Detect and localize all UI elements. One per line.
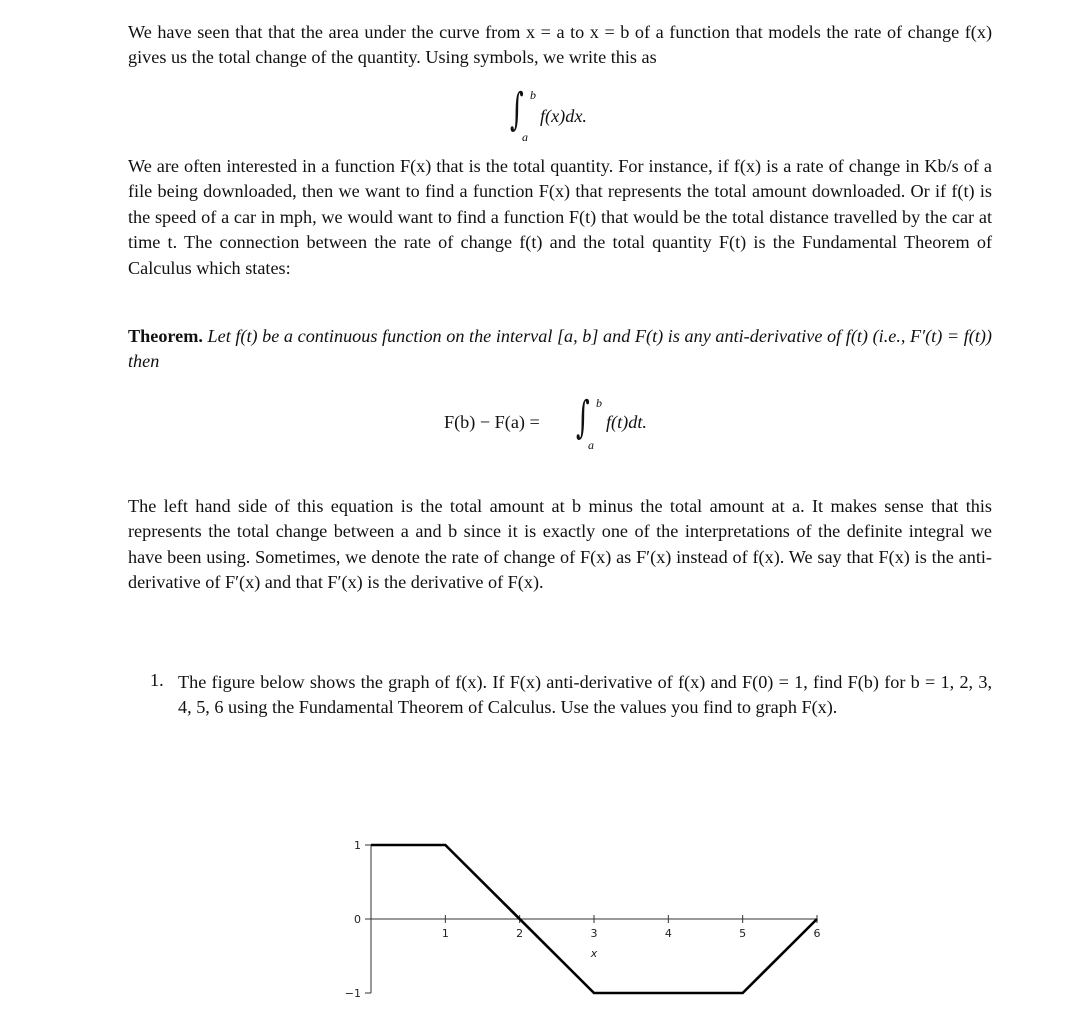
theorem [128, 324, 992, 375]
theorem-label: Theorem. [128, 326, 203, 346]
x-tick-label: 2 [516, 927, 524, 940]
ftc-integrand: f(t)dt. [606, 412, 647, 432]
ftc-lhs: F(b) − F(a) = [444, 412, 540, 432]
x-axis-label: x [590, 947, 598, 960]
y-tick-label: 0 [354, 913, 361, 926]
theorem-statement: Let f(t) be a continuous function on the interval [a, b] and F(t) is any anti-derivative of f(t) (i.e., F′(t) = f(t)) then [128, 326, 992, 372]
x-tick-label: 5 [739, 927, 747, 940]
y-tick-label: −1 [344, 987, 361, 1000]
integral-upper-limit: b [530, 88, 536, 102]
exercise-number: 1. [150, 670, 164, 690]
integrand: f(x)dx. [540, 106, 587, 126]
exercise-text: The figure below shows the graph of f(x). If F(x) anti-derivative of f(x) and F(0) = 1, find F(b) for b = 1, 2, 3, 4, 5, 6 using the Fundamental Theorem of Calculus. Use the values you find to graph F(x). [178, 672, 992, 718]
integral-equation-1 [510, 84, 630, 148]
integral-sign: ∫ [510, 84, 524, 135]
x-tick-label: 4 [664, 927, 672, 940]
quantity-paragraph: We are often interested in a function F(x) that is the total quantity. For instance, if f(x) is a rate of change in Kb/s of a file being downloaded, then we want to find a function F(x) that represents the total amount downloaded. Or if f(t) is the speed of a car in mph, we would want to find a function F(t) that would be the total distance travelled by the car at time t. The connection between the rate of change f(t) and the total quantity F(t) is the Fundamental Theorem of Calculus which states: [128, 156, 992, 278]
integral-upper-limit: b [596, 396, 602, 410]
integral-lower-limit: a [522, 130, 528, 144]
y-tick-label: 1 [354, 839, 361, 852]
integral-sign: ∫ [576, 392, 590, 443]
interpretation-paragraph: The left hand side of this equation is the total amount at b minus the total amount at a. It makes sense that this represents the total change between a and b since it is exactly one of the interpretations of the definite integral we have been using. Sometimes, we denote the rate of change of F(x) as F′(x) instead of f(x). We say that F(x) is the anti-derivative of F′(x) and that F′(x) is the derivative of F(x). [128, 496, 992, 593]
intro-paragraph: We have seen that that the area under the curve from x = a to x = b of a function that models the rate of change f(x) gives us the total change of the quantity. Using symbols, we write this as [128, 22, 992, 68]
x-tick-label: 6 [813, 927, 821, 940]
f-of-x-graph [330, 830, 850, 1010]
ftc-equation [444, 392, 704, 458]
x-tick-label: 1 [441, 927, 449, 940]
integral-lower-limit: a [588, 438, 594, 452]
x-tick-label: 3 [590, 927, 598, 940]
